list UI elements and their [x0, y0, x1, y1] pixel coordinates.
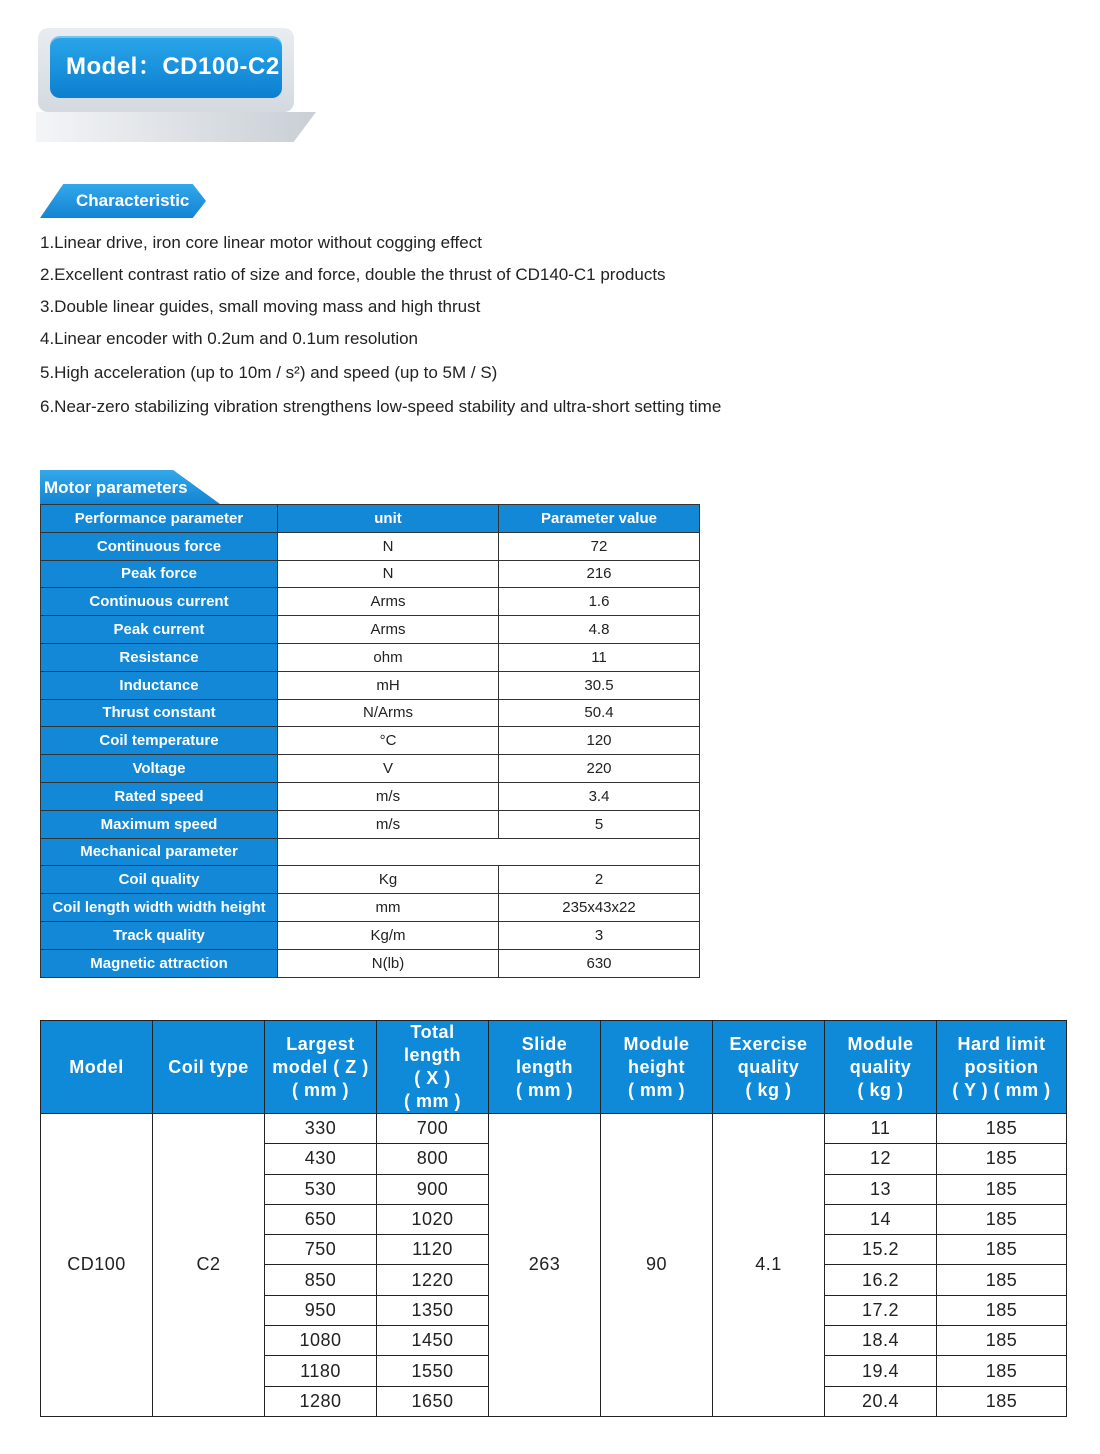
- parameter-value: 4.8: [499, 616, 700, 644]
- total-length-cell: 700: [377, 1114, 489, 1144]
- characteristic-item: 1.Linear drive, iron core linear motor without cogging effect: [40, 233, 482, 252]
- total-length-cell: 1350: [377, 1295, 489, 1325]
- hard-limit-cell: 185: [937, 1114, 1067, 1144]
- largest-model-cell: 430: [265, 1144, 377, 1174]
- column-header-line: height: [628, 1056, 685, 1077]
- parameter-name: Resistance: [41, 643, 278, 671]
- column-header-line: ( X ): [414, 1068, 451, 1088]
- column-header-line: length: [516, 1056, 573, 1077]
- parameter-value: 220: [499, 755, 700, 783]
- table-row: [41, 671, 700, 699]
- badge-shadow-tail: [36, 112, 316, 142]
- parameter-value: 30.5: [499, 671, 700, 699]
- hard-limit-cell: 185: [937, 1295, 1067, 1325]
- module-height-cell: 90: [601, 1114, 713, 1417]
- parameter-value: 11: [499, 643, 700, 671]
- model-badge-container: [36, 24, 316, 120]
- table-row: [41, 838, 700, 866]
- parameter-value: 3.4: [499, 782, 700, 810]
- parameter-unit: V: [278, 755, 499, 783]
- largest-model-cell: 1080: [265, 1326, 377, 1356]
- largest-model-cell: 1180: [265, 1356, 377, 1386]
- largest-model-cell: 750: [265, 1235, 377, 1265]
- parameter-unit: m/s: [278, 782, 499, 810]
- characteristic-list: [40, 232, 721, 428]
- motor-parameters-tab: [40, 470, 220, 504]
- parameter-unit: Arms: [278, 588, 499, 616]
- module-quality-cell: 12: [825, 1144, 937, 1174]
- parameter-value: 2: [499, 866, 700, 894]
- motor-parameters-body: [41, 505, 700, 978]
- parameter-name: Voltage: [41, 755, 278, 783]
- motor-parameters-title: Motor parameters: [44, 478, 188, 497]
- parameter-name: Coil length width width height: [41, 894, 278, 922]
- column-header-line: quality: [849, 1056, 912, 1077]
- largest-model-cell: 850: [265, 1265, 377, 1295]
- hard-limit-cell: 185: [937, 1235, 1067, 1265]
- column-header-line: Exercise: [729, 1033, 808, 1054]
- module-quality-cell: 18.4: [825, 1326, 937, 1356]
- model-cell: CD100: [41, 1114, 153, 1417]
- hard-limit-cell: 185: [937, 1265, 1067, 1295]
- column-header: [937, 1021, 1067, 1114]
- module-quality-cell: 14: [825, 1204, 937, 1234]
- exercise-quality-cell: 4.1: [713, 1114, 825, 1417]
- table-row: [41, 588, 700, 616]
- empty-cell: [278, 838, 700, 866]
- parameter-value: 3: [499, 921, 700, 949]
- parameter-value: 72: [499, 532, 700, 560]
- largest-model-cell: 950: [265, 1295, 377, 1325]
- largest-model-cell: 1280: [265, 1386, 377, 1416]
- slide-length-cell: 263: [489, 1114, 601, 1417]
- column-header-line: length: [404, 1045, 461, 1065]
- column-header-line: quality: [737, 1056, 800, 1077]
- module-quality-cell: 17.2: [825, 1295, 937, 1325]
- total-length-cell: 1450: [377, 1326, 489, 1356]
- hard-limit-cell: 185: [937, 1386, 1067, 1416]
- hard-limit-cell: 185: [937, 1326, 1067, 1356]
- column-header: [489, 1021, 601, 1114]
- characteristic-item: 2.Excellent contrast ratio of size and force, double the thrust of CD140-C1 products: [40, 265, 666, 284]
- characteristic-item: 5.High acceleration (up to 10m / s²) and speed (up to 5M / S): [40, 363, 498, 382]
- parameter-name: Coil quality: [41, 866, 278, 894]
- table-header-row: [41, 505, 700, 533]
- parameter-unit: N/Arms: [278, 699, 499, 727]
- parameter-name: Peak force: [41, 560, 278, 588]
- parameter-value: 216: [499, 560, 700, 588]
- table-row: [41, 949, 700, 977]
- column-header-line: Total: [410, 1022, 455, 1042]
- parameter-unit: °C: [278, 727, 499, 755]
- parameter-name: Continuous force: [41, 532, 278, 560]
- hard-limit-cell: 185: [937, 1174, 1067, 1204]
- module-quality-cell: 13: [825, 1174, 937, 1204]
- column-header-line: Module: [847, 1033, 914, 1054]
- header-cell: Performance parameter: [41, 505, 278, 533]
- parameter-unit: m/s: [278, 810, 499, 838]
- column-header: [825, 1021, 937, 1114]
- mechanical-parameter-header: Mechanical parameter: [41, 838, 278, 866]
- total-length-cell: 800: [377, 1144, 489, 1174]
- model-title: Model：CD100-C2: [50, 36, 282, 98]
- total-length-cell: 1020: [377, 1204, 489, 1234]
- parameter-value: 1.6: [499, 588, 700, 616]
- table-row: [41, 1114, 1067, 1144]
- module-quality-cell: 19.4: [825, 1356, 937, 1386]
- column-header-line: position: [964, 1056, 1039, 1077]
- parameter-unit: N(lb): [278, 949, 499, 977]
- parameter-unit: ohm: [278, 643, 499, 671]
- parameter-name: Maximum speed: [41, 810, 278, 838]
- table-row: [41, 643, 700, 671]
- table-row: [41, 532, 700, 560]
- column-header: [41, 1021, 153, 1114]
- table-row: [41, 755, 700, 783]
- parameter-unit: N: [278, 532, 499, 560]
- column-header-line: ( kg ): [857, 1079, 904, 1100]
- table-row: [41, 616, 700, 644]
- parameter-unit: mH: [278, 671, 499, 699]
- parameter-unit: Kg/m: [278, 921, 499, 949]
- table-row: [41, 810, 700, 838]
- total-length-cell: 1120: [377, 1235, 489, 1265]
- characteristic-title: Characteristic: [76, 191, 190, 210]
- parameter-unit: Kg: [278, 866, 499, 894]
- total-length-cell: 1650: [377, 1386, 489, 1416]
- column-header-line: ( mm ): [516, 1079, 573, 1100]
- parameter-value: 120: [499, 727, 700, 755]
- parameter-name: Rated speed: [41, 782, 278, 810]
- column-header-line: ( Y ) ( mm ): [952, 1079, 1051, 1100]
- table-header-row: [41, 1021, 1067, 1114]
- parameter-value: 5: [499, 810, 700, 838]
- parameter-name: Coil temperature: [41, 727, 278, 755]
- parameter-unit: mm: [278, 894, 499, 922]
- column-header-line: ( mm ): [628, 1079, 685, 1100]
- module-quality-cell: 16.2: [825, 1265, 937, 1295]
- column-header-line: Coil type: [168, 1056, 249, 1077]
- table-row: [41, 782, 700, 810]
- parameter-name: Inductance: [41, 671, 278, 699]
- module-quality-cell: 11: [825, 1114, 937, 1144]
- largest-model-cell: 330: [265, 1114, 377, 1144]
- module-quality-cell: 15.2: [825, 1235, 937, 1265]
- parameter-unit: Arms: [278, 616, 499, 644]
- column-header: [601, 1021, 713, 1114]
- parameter-value: 235x43x22: [499, 894, 700, 922]
- characteristic-item: 4.Linear encoder with 0.2um and 0.1um resolution: [40, 329, 419, 348]
- header-cell: unit: [278, 505, 499, 533]
- table-row: [41, 727, 700, 755]
- coil-type-cell: C2: [153, 1114, 265, 1417]
- parameter-value: 630: [499, 949, 700, 977]
- column-header: [713, 1021, 825, 1114]
- motor-parameters-table: [40, 504, 700, 978]
- column-header-line: Module: [623, 1033, 690, 1054]
- module-quality-cell: 20.4: [825, 1386, 937, 1416]
- table-row: [41, 699, 700, 727]
- total-length-cell: 1550: [377, 1356, 489, 1386]
- column-header: [153, 1021, 265, 1114]
- parameter-value: 50.4: [499, 699, 700, 727]
- parameter-name: Peak current: [41, 616, 278, 644]
- models-table-body: [41, 1114, 1067, 1417]
- models-table: [40, 1020, 1067, 1417]
- parameter-name: Magnetic attraction: [41, 949, 278, 977]
- parameter-name: Track quality: [41, 921, 278, 949]
- total-length-cell: 1220: [377, 1265, 489, 1295]
- characteristic-item: 6.Near-zero stabilizing vibration strengthens low-speed stability and ultra-short setting time: [40, 397, 722, 416]
- parameter-unit: N: [278, 560, 499, 588]
- column-header-line: Largest: [286, 1033, 355, 1054]
- hard-limit-cell: 185: [937, 1356, 1067, 1386]
- largest-model-cell: 530: [265, 1174, 377, 1204]
- parameter-name: Thrust constant: [41, 699, 278, 727]
- column-header-line: Slide: [521, 1033, 568, 1054]
- header-cell: Parameter value: [499, 505, 700, 533]
- table-row: [41, 921, 700, 949]
- total-length-cell: 900: [377, 1174, 489, 1204]
- characteristic-item: 3.Double linear guides, small moving mass and high thrust: [40, 297, 481, 316]
- hard-limit-cell: 185: [937, 1144, 1067, 1174]
- table-row: [41, 894, 700, 922]
- parameter-name: Continuous current: [41, 588, 278, 616]
- characteristic-section-tab: [40, 184, 206, 218]
- column-header-line: ( kg ): [745, 1079, 792, 1100]
- column-header-line: Model: [69, 1056, 124, 1077]
- column-header-line: ( mm ): [404, 1091, 461, 1111]
- column-header-line: Hard limit: [957, 1033, 1046, 1054]
- column-header: [377, 1021, 489, 1114]
- hard-limit-cell: 185: [937, 1204, 1067, 1234]
- column-header: [265, 1021, 377, 1114]
- table-row: [41, 560, 700, 588]
- column-header-line: model ( Z ): [272, 1056, 369, 1077]
- largest-model-cell: 650: [265, 1204, 377, 1234]
- table-row: [41, 866, 700, 894]
- column-header-line: ( mm ): [292, 1079, 349, 1100]
